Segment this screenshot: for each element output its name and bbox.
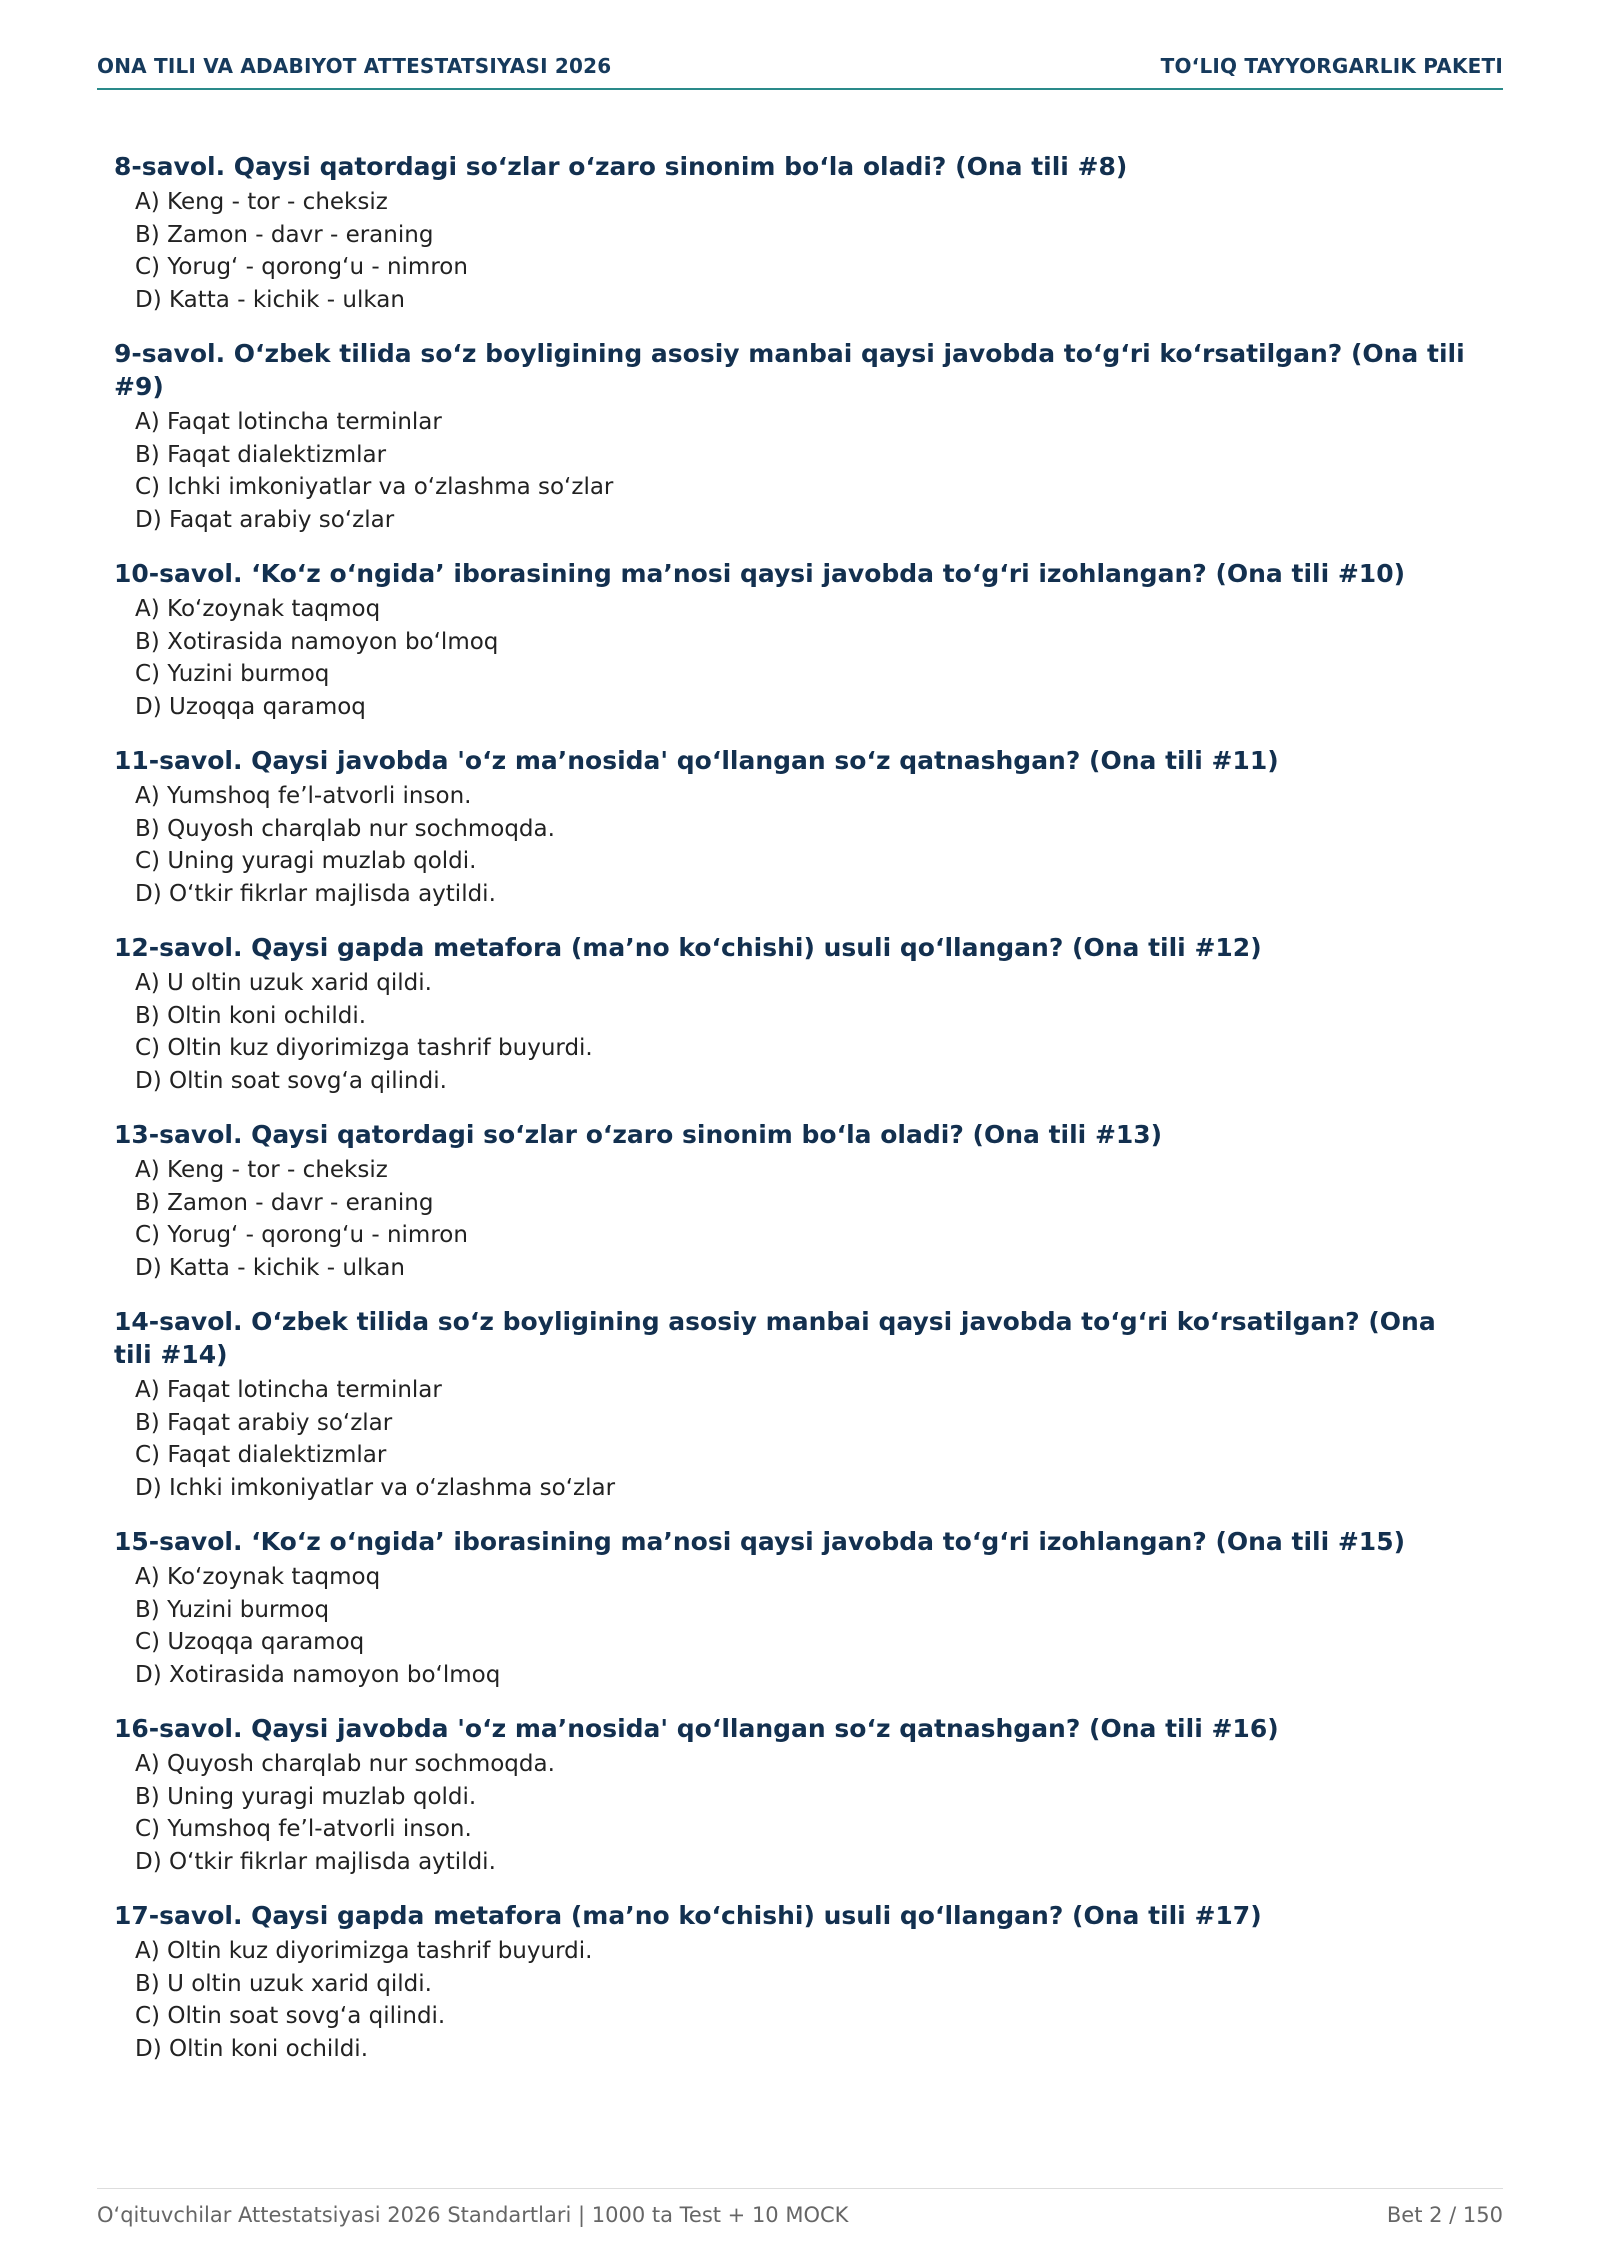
option-c: C) Yorug‘ - qorong‘u - nimron — [135, 1222, 468, 1248]
option-list — [114, 1154, 1470, 1284]
option-d: D) O‘tkir fikrlar majlisda aytildi. — [135, 880, 496, 907]
option-c: C) Ichki imkoniyatlar va o‘zlashma so‘zlar — [135, 474, 614, 500]
question-title: 8-savol. Qaysi qatordagi so‘zlar o‘zaro sinonim bo‘la oladi? (Ona tili #8) — [114, 152, 1128, 181]
page-header — [97, 52, 1503, 90]
option-c: C) Yuzini burmoq — [135, 661, 330, 687]
option-list — [114, 1935, 1470, 2065]
question-item — [114, 1899, 1470, 2065]
option-a: A) Faqat lotincha terminlar — [135, 409, 442, 435]
question-item — [114, 1305, 1470, 1504]
option-a: A) Faqat lotincha terminlar — [135, 1377, 442, 1403]
option-b: B) Uning yuragi muzlab qoldi. — [135, 1783, 477, 1810]
question-item — [114, 931, 1470, 1097]
question-title: 10-savol. ‘Ko‘z o‘ngida’ iborasining ma’nosi qaysi javobda to‘g‘ri izohlangan? (Ona tili #10) — [114, 559, 1406, 588]
option-d: D) Katta - kichik - ulkan — [135, 286, 405, 313]
option-c: C) Yorug‘ - qorong‘u - nimron — [135, 254, 468, 280]
option-a: A) Yumshoq fe’l-atvorli inson. — [135, 783, 472, 809]
question-title: 15-savol. ‘Ko‘z o‘ngida’ iborasining ma’nosi qaysi javobda to‘g‘ri izohlangan? (Ona tili #15) — [114, 1527, 1406, 1556]
option-list — [114, 593, 1470, 723]
question-title: 9-savol. O‘zbek tilida so‘z boyligining asosiy manbai qaysi javobda to‘g‘ri ko‘rsatilgan? (Ona tili #9) — [114, 339, 1465, 401]
option-a: A) Ko‘zoynak taqmoq — [135, 1564, 381, 1590]
option-c: C) Uzoqqa qaramoq — [135, 1629, 365, 1655]
option-b: B) Faqat arabiy so‘zlar — [135, 1409, 393, 1436]
question-item — [114, 337, 1470, 536]
option-a: A) Keng - tor - cheksiz — [135, 189, 388, 215]
option-b: B) Yuzini burmoq — [135, 1596, 330, 1623]
option-b: B) Zamon - davr - eraning — [135, 1189, 434, 1216]
option-d: D) Ichki imkoniyatlar va o‘zlashma so‘zlar — [135, 1474, 616, 1501]
question-item — [114, 744, 1470, 910]
option-a: A) U oltin uzuk xarid qildi. — [135, 970, 432, 996]
option-d: D) Oltin koni ochildi. — [135, 2035, 369, 2062]
option-list — [114, 780, 1470, 910]
option-d: D) Katta - kichik - ulkan — [135, 1254, 405, 1281]
option-b: B) Zamon - davr - eraning — [135, 221, 434, 248]
option-d: D) Uzoqqa qaramoq — [135, 693, 366, 720]
option-d: D) O‘tkir fikrlar majlisda aytildi. — [135, 1848, 496, 1875]
header-title: ONA TILI VA ADABIYOT ATTESTATSIYASI 2026 — [97, 54, 612, 78]
option-d: D) Oltin soat sovg‘a qilindi. — [135, 1067, 447, 1094]
option-b: B) U oltin uzuk xarid qildi. — [135, 1970, 432, 1997]
question-item — [114, 557, 1470, 723]
question-title: 16-savol. Qaysi javobda 'o‘z ma’nosida' qo‘llangan so‘z qatnashgan? (Ona tili #16) — [114, 1714, 1279, 1743]
question-title: 12-savol. Qaysi gapda metafora (ma’no ko‘chishi) usuli qo‘llangan? (Ona tili #12) — [114, 933, 1262, 962]
option-b: B) Xotirasida namoyon bo‘lmoq — [135, 628, 499, 655]
option-c: C) Oltin soat sovg‘a qilindi. — [135, 2003, 446, 2029]
question-title: 14-savol. O‘zbek tilida so‘z boyligining asosiy manbai qaysi javobda to‘g‘ri ko‘rsatilgan? (Ona tili #14) — [114, 1307, 1436, 1369]
option-b: B) Faqat dialektizmlar — [135, 441, 387, 468]
page-footer — [97, 2188, 1503, 2227]
option-list — [114, 1748, 1470, 1878]
question-item — [114, 150, 1470, 316]
question-item — [114, 1525, 1470, 1691]
question-title: 17-savol. Qaysi gapda metafora (ma’no ko‘chishi) usuli qo‘llangan? (Ona tili #17) — [114, 1901, 1262, 1930]
option-list — [114, 1561, 1470, 1691]
option-list — [114, 967, 1470, 1097]
question-item — [114, 1712, 1470, 1878]
question-item — [114, 1118, 1470, 1284]
option-c: C) Uning yuragi muzlab qoldi. — [135, 848, 477, 874]
option-a: A) Ko‘zoynak taqmoq — [135, 596, 381, 622]
page-number: Bet 2 / 150 — [1386, 2203, 1503, 2227]
option-b: B) Quyosh charqlab nur sochmoqda. — [135, 815, 555, 842]
option-list — [114, 186, 1470, 316]
option-list — [114, 1374, 1470, 1504]
header-subtitle: TO‘LIQ TAYYORGARLIK PAKETI — [1160, 54, 1503, 78]
option-a: A) Oltin kuz diyorimizga tashrif buyurdi. — [135, 1938, 593, 1964]
option-c: C) Faqat dialektizmlar — [135, 1442, 387, 1468]
option-d: D) Faqat arabiy so‘zlar — [135, 506, 395, 533]
option-c: C) Oltin kuz diyorimizga tashrif buyurdi. — [135, 1035, 593, 1061]
question-title: 13-savol. Qaysi qatordagi so‘zlar o‘zaro sinonim bo‘la oladi? (Ona tili #13) — [114, 1120, 1163, 1149]
question-list — [114, 150, 1470, 2086]
footer-text: O‘qituvchilar Attestatsiyasi 2026 Standartlari | 1000 ta Test + 10 MOCK — [97, 2203, 849, 2227]
option-d: D) Xotirasida namoyon bo‘lmoq — [135, 1661, 501, 1688]
option-a: A) Quyosh charqlab nur sochmoqda. — [135, 1751, 555, 1777]
question-title: 11-savol. Qaysi javobda 'o‘z ma’nosida' qo‘llangan so‘z qatnashgan? (Ona tili #11) — [114, 746, 1279, 775]
option-b: B) Oltin koni ochildi. — [135, 1002, 367, 1029]
option-list — [114, 406, 1470, 536]
option-c: C) Yumshoq fe’l-atvorli inson. — [135, 1816, 472, 1842]
option-a: A) Keng - tor - cheksiz — [135, 1157, 388, 1183]
